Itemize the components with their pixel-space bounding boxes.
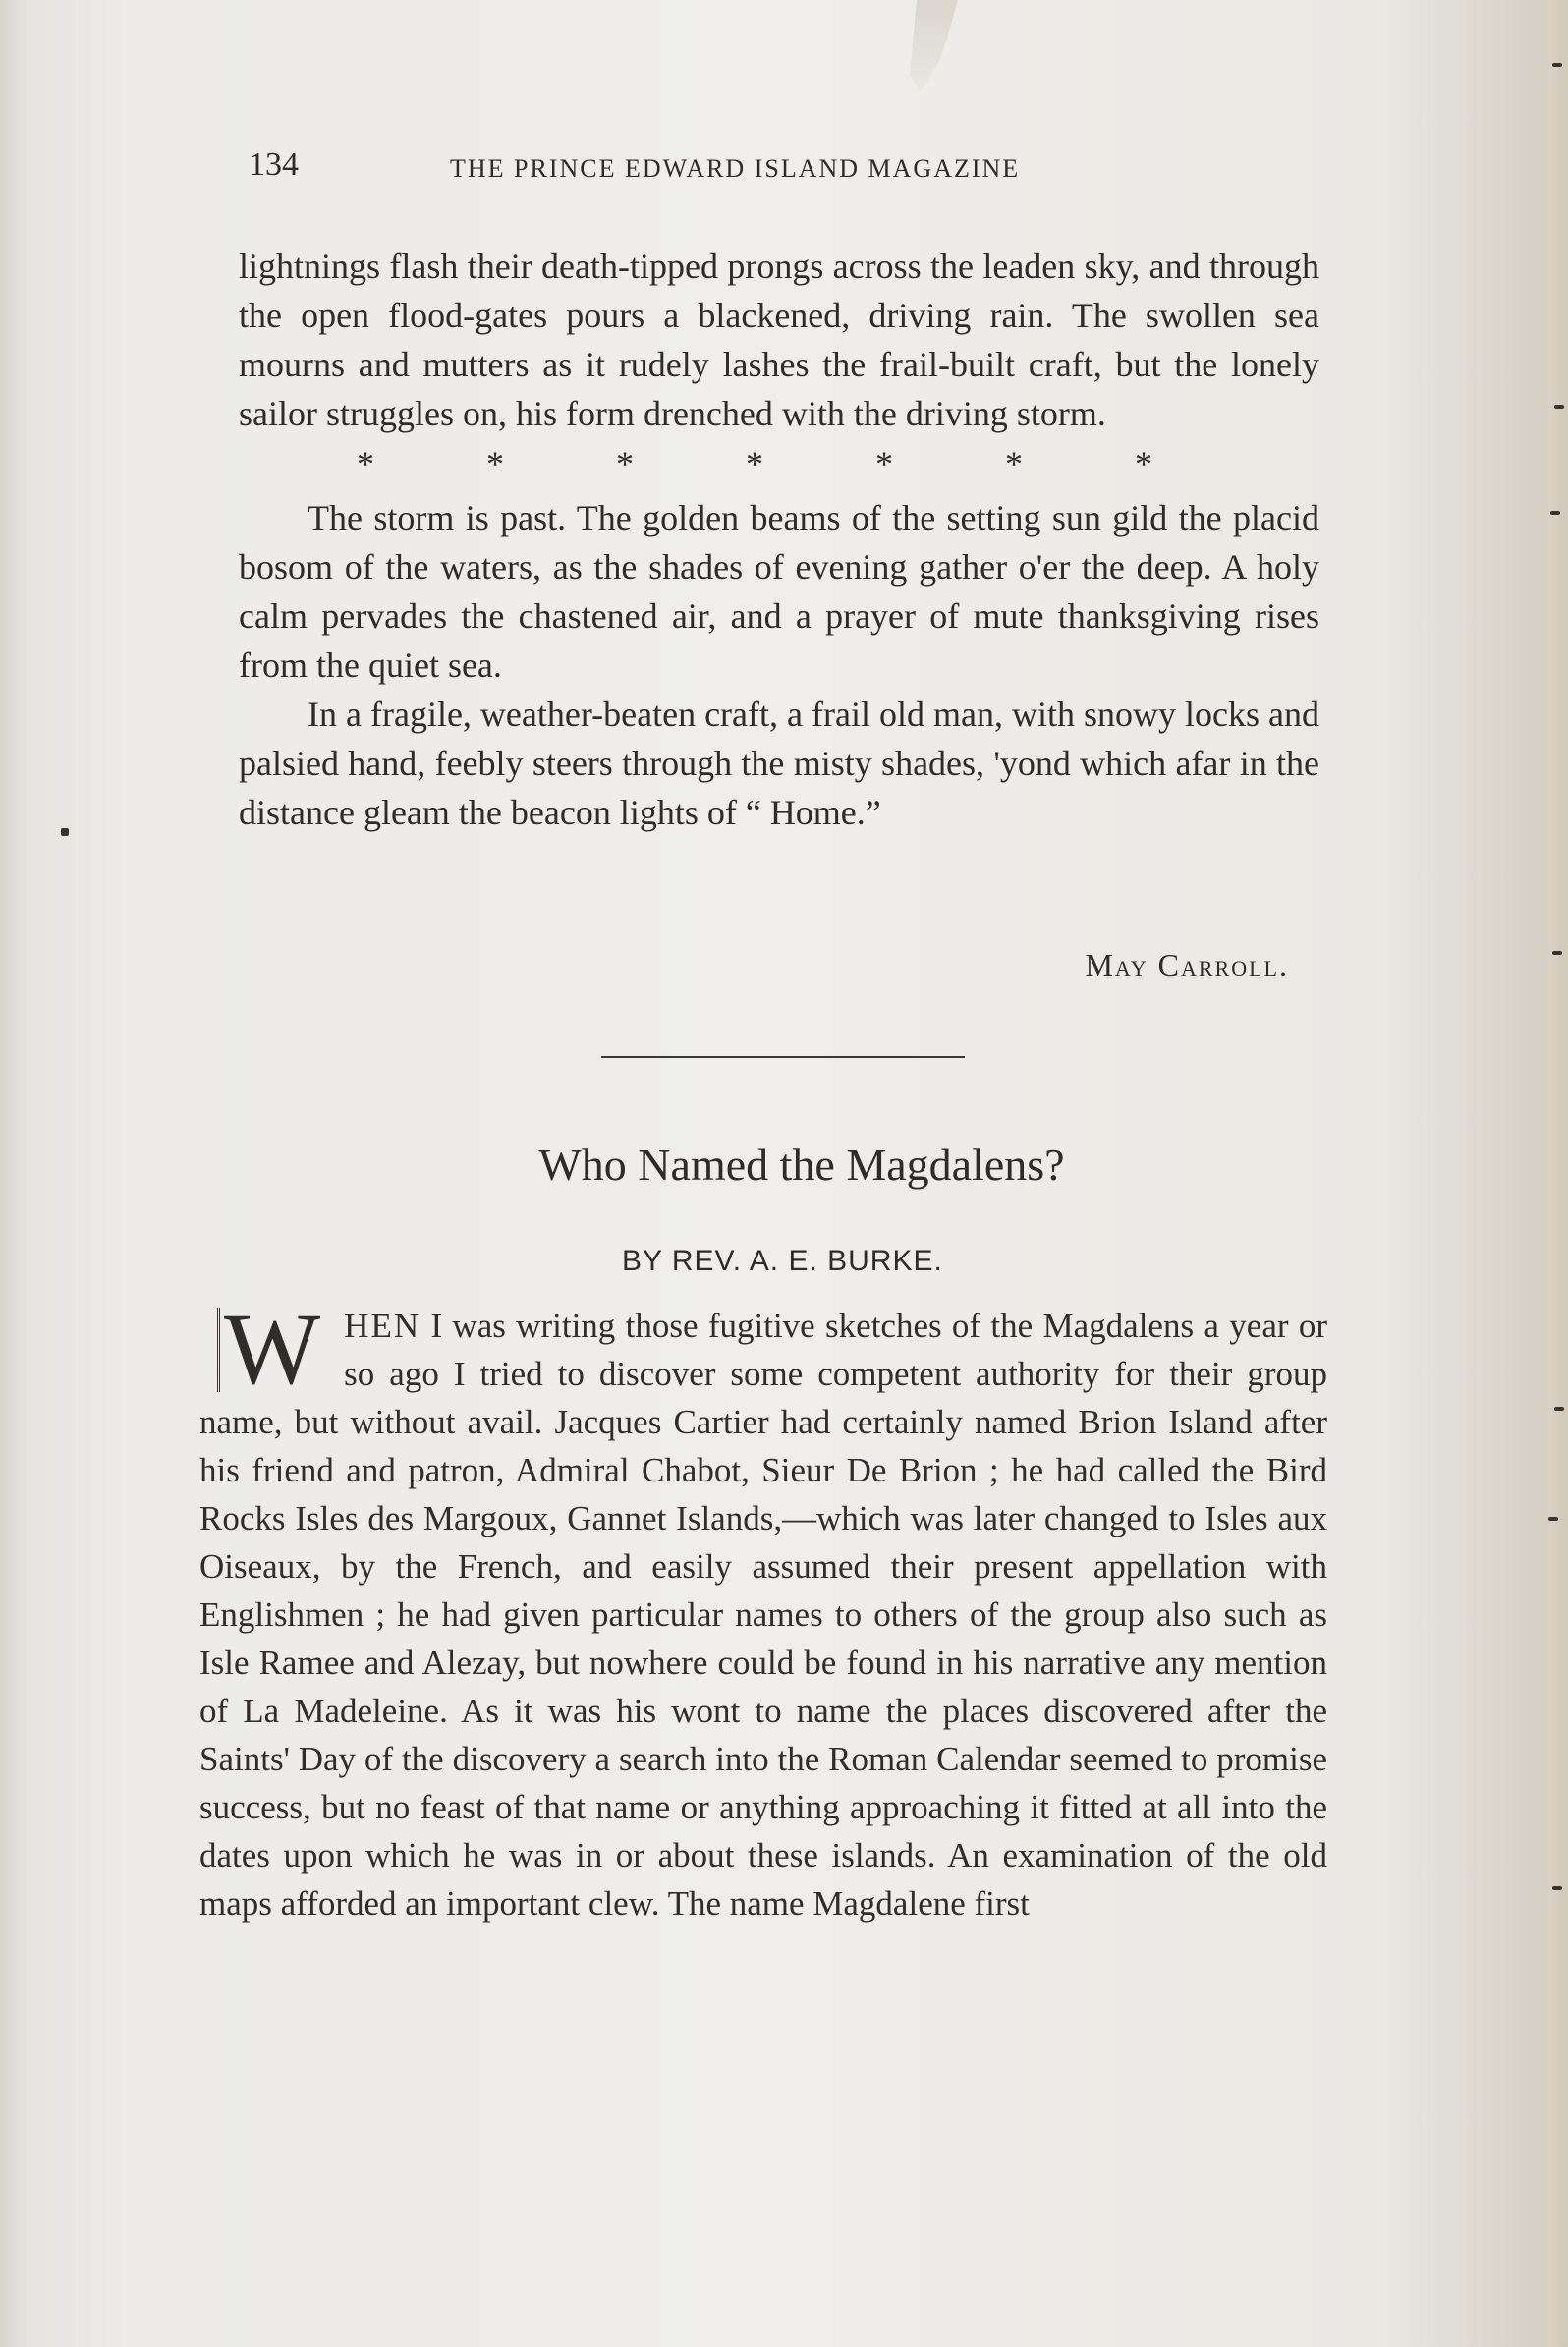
page-number: 134 xyxy=(249,146,299,183)
page-shadow-left xyxy=(0,0,28,2347)
edge-mark xyxy=(1552,951,1562,955)
running-header xyxy=(249,145,1143,195)
section-divider xyxy=(601,1056,965,1058)
author-signature: May Carroll. xyxy=(1085,947,1289,982)
star-mark: * xyxy=(1005,444,1023,483)
star-mark: * xyxy=(357,444,374,483)
poem-paragraph: The storm is past. The golden beams of the setting sun gild the placid bosom of the waters, as the shades of evening gather o'er the deep. A holy calm pervades the chastened air, and a prayer of mute thanksgiving rises from the quiet sea. xyxy=(239,498,1319,685)
edge-mark xyxy=(1554,1407,1564,1411)
page-speck xyxy=(61,828,69,836)
edge-mark xyxy=(1552,1886,1562,1890)
section-break-stars xyxy=(357,438,1152,493)
drop-cap: W xyxy=(217,1308,324,1392)
prose-poem xyxy=(239,242,1319,837)
poem-paragraph: lightnings flash their death-tipped prongs across the leaden sky, and through the open flood-gates pours a blackened, driving rain. The swollen sea mourns and mutters as it rudely lashes the frail-built craft, but the lonely sailor struggles on, his form drenched with the driving storm. xyxy=(239,247,1319,433)
article-text: I was writing those fugitive sketches of the Magdalens a year or so ago I tried to discover some competent authority for their group name, but without avail. Jacques Cartier had certainly named Brion Island after his friend and patron, Admiral Chabot, Sieur De Brion ; he had called the Bird Rocks Isles des Margoux, Gannet Islands,—which was later changed to Isles aux Oiseaux, by the French, and easily assumed their present appellation with Englishmen ; he had given particular names to others of the group also such as Isle Ramee and Alezay, but nowhere could be found in his narrative any mention of La Madeleine. As it was his wont to name the places discovered after the Saints' Day of the discovery a search into the Roman Calendar seemed to promise success, but no feast of that name or anything approaching it fitted at all into the dates upon which he was in or about these islands. An examination of the old maps afforded an important clew. The name Magdalene first xyxy=(199,1307,1327,1923)
first-word: HEN xyxy=(344,1307,421,1345)
running-title: THE PRINCE EDWARD ISLAND MAGAZINE xyxy=(450,154,1021,183)
article-byline: BY REV. A. E. BURKE. xyxy=(622,1245,943,1277)
star-mark: * xyxy=(1135,444,1152,483)
star-mark: * xyxy=(486,444,504,483)
edge-mark xyxy=(1548,1517,1558,1521)
paper-tear xyxy=(889,0,958,93)
star-mark: * xyxy=(616,444,634,483)
star-mark: * xyxy=(875,444,893,483)
edge-mark xyxy=(1552,63,1562,67)
edge-mark xyxy=(1554,405,1564,409)
star-mark: * xyxy=(746,444,763,483)
edge-mark xyxy=(1550,511,1560,515)
poem-paragraph: In a fragile, weather-beaten craft, a frail old man, with snowy locks and palsied hand, feebly steers through the misty shades, 'yond which afar in the distance gleam the beacon lights of “ Home.” xyxy=(239,695,1319,832)
page-edge-right xyxy=(1529,0,1568,2347)
article-title: Who Named the Magdalens? xyxy=(538,1140,1065,1190)
article-body xyxy=(199,1293,1327,1928)
